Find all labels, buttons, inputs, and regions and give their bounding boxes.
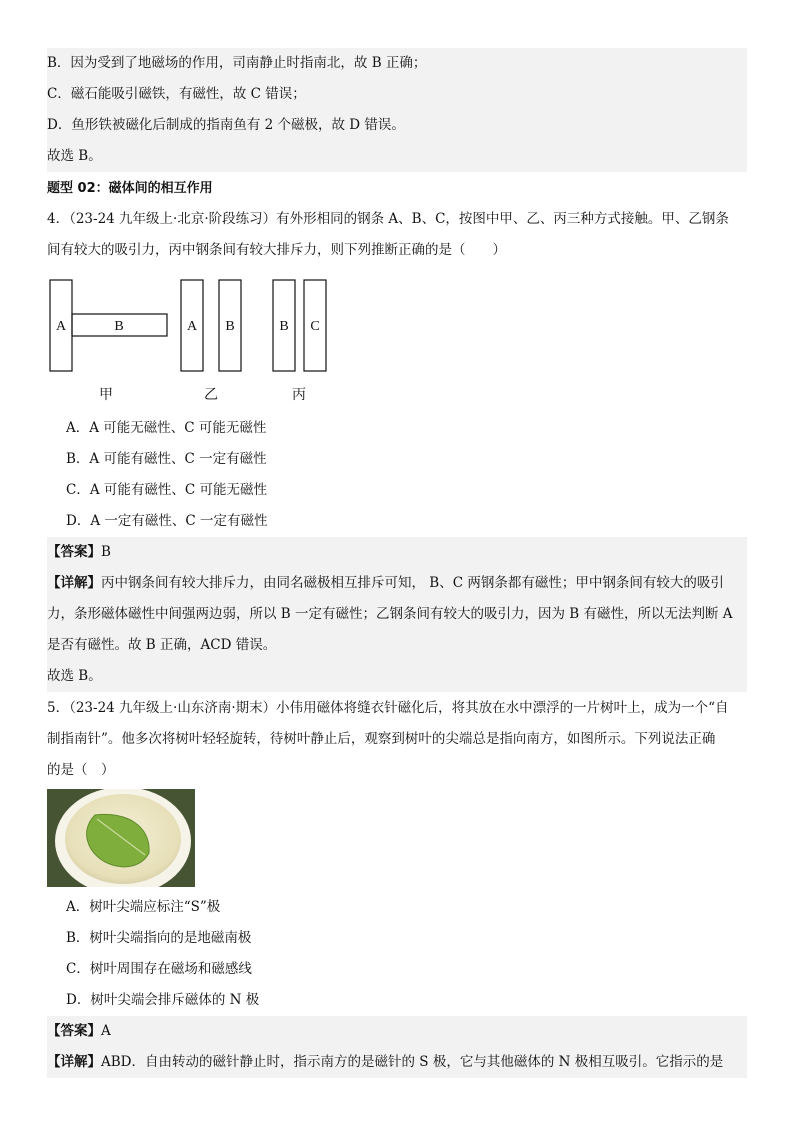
- label-jia-left: A: [55, 319, 67, 334]
- q4-option-d: D．A 一定有磁性、C 一定有磁性: [66, 513, 268, 529]
- q5-stem-line3: 的是（ ）: [47, 762, 115, 778]
- q4-stem-line1: 4．（23-24 九年级上·北京·阶段练习）有外形相同的钢条 A、B、C，按图中甲、乙、丙三种方式接触。甲、乙钢条: [47, 211, 729, 227]
- answer-line-b: B．因为受到了地磁场的作用，司南静止时指南北，故 B 正确；: [47, 48, 747, 79]
- answer-value: B: [101, 544, 111, 560]
- q4-option-c: C．A 可能有磁性、C 可能无磁性: [66, 482, 267, 498]
- q5-stem-line2: 制指南针”。他多次将树叶轻轻旋转，待树叶静止后，观察到树叶的尖端总是指向南方，如图所示。下列说法正确: [47, 731, 716, 747]
- detail-text: 丙中钢条间有较大排斥力，由同名磁极相互排斥可知， B、C 两钢条都有磁性；甲中钢条间有较大的吸引: [101, 575, 724, 591]
- detail-tag: 【详解】: [47, 1054, 101, 1070]
- detail-tag: 【详解】: [47, 575, 101, 591]
- q5-option-b: B．树叶尖端指向的是地磁南极: [66, 930, 252, 946]
- q5-option-c: C．树叶周围存在磁场和磁感线: [66, 961, 252, 977]
- q5-stem-line1: 5．（23-24 九年级上·山东济南·期末）小伟用磁体将缝衣针磁化后，将其放在水中漂浮的一片树叶上，成为一个“自: [47, 700, 729, 716]
- label-jia-right: B: [114, 319, 124, 334]
- q4-stem-line2: 间有较大的吸引力，丙中钢条间有较大排斥力，则下列推断正确的是（ ）: [47, 242, 506, 258]
- q5-detail-line1: [47, 1047, 747, 1078]
- label-bing-right: C: [310, 319, 320, 334]
- detail-text: ABD．自由转动的磁针静止时，指示南方的是磁针的 S 极，它与其他磁体的 N 极相互吸引。它指示的是: [101, 1054, 724, 1070]
- answer-tag: 【答案】: [47, 1023, 101, 1039]
- q5-answer: [47, 1016, 747, 1047]
- q4-option-a: A．A 可能无磁性、C 可能无磁性: [66, 420, 267, 436]
- answer-line-c: C．磁石能吸引磁铁，有磁性，故 C 错误；: [47, 79, 747, 110]
- q5-option-a: A．树叶尖端应标注“S”极: [66, 899, 221, 915]
- answer-line-d: D．鱼形铁被磁化后制成的指南鱼有 2 个磁极，故 D 错误。: [47, 110, 747, 141]
- q4-detail-line3: 是否有磁性。故 B 正确，ACD 错误。: [47, 630, 747, 661]
- leaf-compass-photo: [47, 789, 195, 887]
- label-yi-right: B: [225, 319, 235, 334]
- q4-detail-line2: 力，条形磁体磁性中间强两边弱，所以 B 一定有磁性；乙钢条间有较大的吸引力，因为 B 有磁性，所以无法判断 A: [47, 599, 747, 630]
- caption-bing: 丙: [292, 388, 306, 403]
- leaf-in-bowl-image: [47, 789, 195, 887]
- q4-answer: [47, 537, 747, 568]
- answer-tag: 【答案】: [47, 544, 101, 560]
- q4-option-b: B．A 可能有磁性、C 一定有磁性: [66, 451, 267, 467]
- answer-conclusion: 故选 B。: [47, 141, 747, 172]
- q4-conclusion: 故选 B。: [47, 661, 747, 692]
- label-bing-left: B: [279, 319, 289, 334]
- q4-detail-line1: [47, 568, 747, 599]
- answer-value: A: [101, 1023, 111, 1039]
- caption-jia: 甲: [99, 388, 113, 403]
- q5-option-d: D．树叶尖端会排斥磁体的 N 极: [66, 992, 260, 1008]
- section-title: 题型 02：磁体间的相互作用: [47, 181, 213, 196]
- magnet-diagram: [47, 278, 367, 408]
- caption-yi: 乙: [204, 388, 218, 403]
- label-yi-left: A: [186, 319, 198, 334]
